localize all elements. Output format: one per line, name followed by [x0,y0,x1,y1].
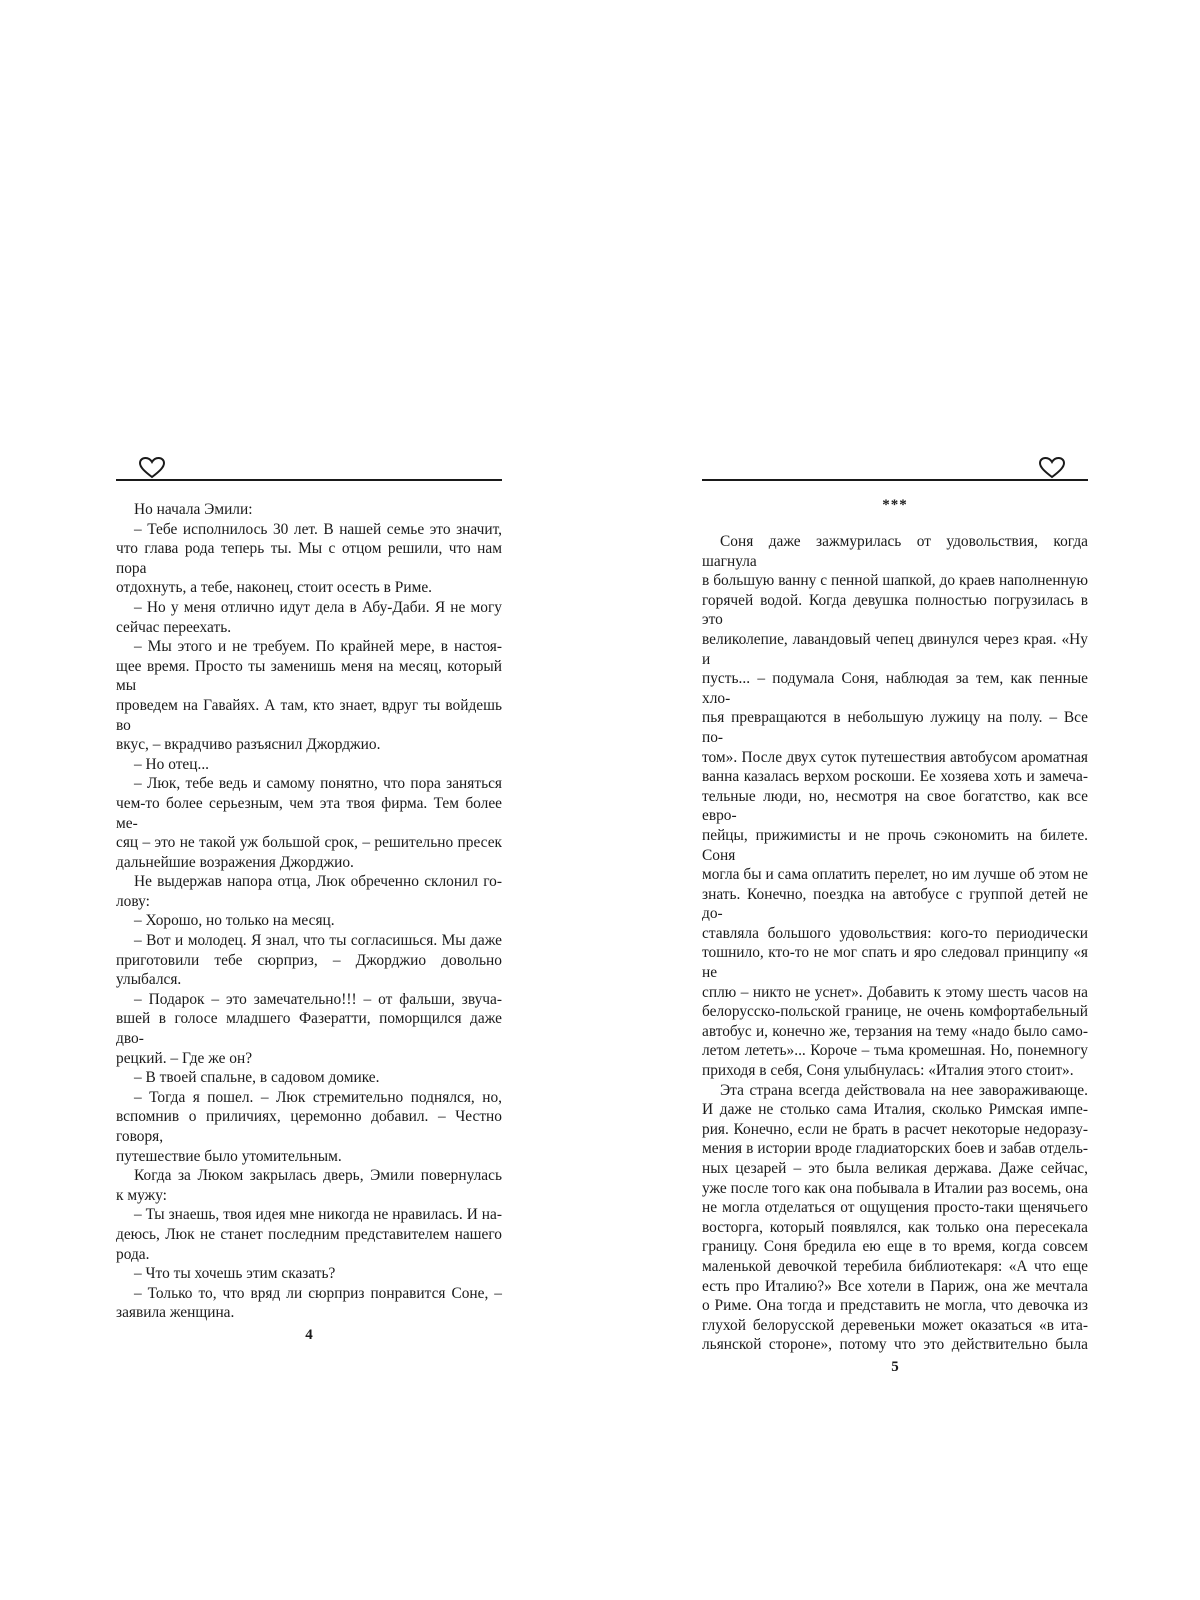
text-line: рода. [116,1245,150,1263]
text-line: проведем на Гавайях. А там, кто знает, вдруг ты войдешь во [116,696,502,734]
text-line: отдохнуть, а тебе, наконец, стоит осесть в Риме. [116,579,432,597]
text-line: – Но отец... [134,755,210,773]
text-line: том». После двух суток путешествия автобусом ароматная [702,748,1088,766]
text-line: не могла отделаться от ощущения просто-таки щенячьего [702,1199,1088,1217]
text-line: деюсь, Люк не станет последним представителем нашего [116,1225,502,1243]
text-line: к мужу: [116,1186,167,1204]
text-line: – Вот и молодец. Я знал, что ты согласишься. Мы даже [134,932,502,950]
text-line: приготовили тебе сюрприз, – Джорджио довольно улыбался. [116,951,502,989]
text-line: льянской стороне», потому что это действительно была [702,1336,1088,1354]
text-line: глухой белорусской деревеньки может оказаться «в ита- [702,1316,1088,1334]
text-line: уже после того как она побывала в Италии раз восемь, она [702,1179,1088,1197]
text-line: что глава рода теперь ты. Мы с отцом решили, что нам пора [116,540,502,577]
text-line: вшей в голосе младшего Фазератти, поморщился даже дво- [116,1010,502,1048]
heart-icon [138,456,166,480]
text-line: маленькой девочкой теребила библиотекаря: «А что еще [702,1257,1088,1275]
text-line: границу. Соня бредила ею еще в то время, когда совсем [702,1238,1088,1256]
text-line: могла бы и сама оплатить перелет, но им лучше об этом не [702,866,1088,884]
page-header [702,452,1088,482]
text-line: летом лететь»... Короче – тьма кромешная. Но, понемногу [702,1042,1088,1060]
text-line: Не выдержав напора отца, Люк обреченно склонил го- [134,873,502,891]
text-line: автобус и, конечно же, терзания на тему «надо было само- [702,1022,1088,1040]
text-line: – Но у меня отлично идут дела в Абу-Даби. Я не могу [134,598,502,616]
text-line: знать. Конечно, поездка на автобусе с группой детей не до- [702,885,1088,923]
text-line: мения в истории вроде гладиаторских боев и забав отдель- [702,1140,1088,1158]
page-text [116,500,502,1323]
text-line: – Хорошо, но только на месяц. [134,912,335,930]
text-line: есть про Италию?» Все хотели в Париж, она же мечтала [702,1277,1088,1295]
text-line: белорусско-польской границе, не очень комфортабельный [702,1003,1088,1021]
text-line: восторга, который появлялся, как только она пересекала [702,1218,1088,1236]
section-separator: *** [882,497,908,513]
text-line: – Люк, тебе ведь и самому понятно, что пора заняться [134,775,502,793]
text-line: – Только то, что вряд ли сюрприз понравится Соне, – [134,1284,502,1302]
text-line: Но начала Эмили: [134,501,253,518]
text-line: вспомнив о приличиях, церемонно добавил. – Честно говоря, [116,1108,502,1145]
text-line: сплю – никто не уснет». Добавить к этому шесть часов на [702,983,1088,1001]
text-line: пья превращаются в небольшую лужицу на полу. – Все по- [702,709,1088,746]
text-line: – Тебе исполнилось 30 лет. В нашей семье это значит, [134,520,502,538]
text-line: – Подарок – это замечательно!!! – от фальши, звуча- [134,990,502,1008]
text-line: дальнейшие возражения Джорджио. [116,853,354,871]
text-line: вкус, – вкрадчиво разъяснил Джорджио. [116,736,381,754]
text-line: – Мы этого и не требуем. По крайней мере, в настоя- [134,638,502,656]
text-line: – Ты знаешь, твоя идея мне никогда не нравилась. И на- [134,1206,502,1224]
text-line: заявила женщина. [116,1304,235,1322]
text-line: рия. Конечно, если не брать в расчет некоторые недоразу- [702,1120,1088,1138]
text-line: в большую ванну с пенной шапкой, до краев наполненную [702,572,1088,590]
text-line: сейчас переехать. [116,618,232,636]
text-line: приходя в себя, Соня улыбнулась: «Италия этого стоит». [702,1062,1074,1080]
text-line: И даже не столько сама Италия, сколько Римская импе- [702,1101,1088,1119]
page-text [702,532,1088,1355]
text-line: тошнило, кто-то не мог спать и яро следовал принципу «я не [702,944,1088,982]
text-line: тельные люди, но, несмотря на свое богатство, как все евро- [702,787,1088,825]
text-line: путешествие было утомительным. [116,1147,342,1165]
text-line: горячей водой. Когда девушка полностью погрузилась в это [702,591,1088,629]
page-number: 5 [891,1358,899,1375]
text-line: Соня даже зажмурилась от удовольствия, когда шагнула [702,533,1088,570]
text-line: ванна казалась верхом роскоши. Ее хозяева хоть и замеча- [702,768,1088,786]
text-line: чем-то более серьезным, чем эта твоя фирма. Тем более ме- [116,794,502,832]
header-rule [702,479,1088,481]
heart-icon [1038,456,1066,480]
text-line: сяц – это не такой уж большой срок, – решительно пресек [116,834,502,852]
header-rule [116,479,502,481]
page-header [116,452,502,482]
text-line: ных цезарей – это была великая держава. Даже сейчас, [702,1160,1088,1177]
text-line: Когда за Люком закрылась дверь, Эмили повернулась [134,1167,502,1185]
text-line: Эта страна всегда действовала на нее завораживающе. [720,1081,1088,1099]
text-line: рецкий. – Где же он? [116,1049,253,1067]
text-line: великолепие, лавандовый чепец двинулся через края. «Ну и [702,630,1088,668]
right-page [702,452,1088,1376]
text-line: пусть... – подумала Соня, наблюдая за тем, как пенные хло- [702,670,1088,707]
text-line: ставляла большого удовольствия: кого-то периодически [702,924,1088,942]
text-line: – В твоей спальне, в садовом домике. [134,1069,380,1087]
page-number: 4 [305,1326,313,1343]
text-line: пейцы, прижимисты и не прочь сэкономить на билете. Соня [702,826,1088,864]
text-line: о Риме. Она тогда и представить не могла, что девочка из [702,1297,1088,1315]
left-page [116,452,502,1344]
text-line: – Тогда я пошел. – Люк стремительно поднялся, но, [134,1088,502,1106]
text-line: щее время. Просто ты заменишь меня на месяц, который мы [116,657,502,695]
text-line: лову: [116,892,150,910]
text-line: – Что ты хочешь этим сказать? [134,1265,336,1283]
